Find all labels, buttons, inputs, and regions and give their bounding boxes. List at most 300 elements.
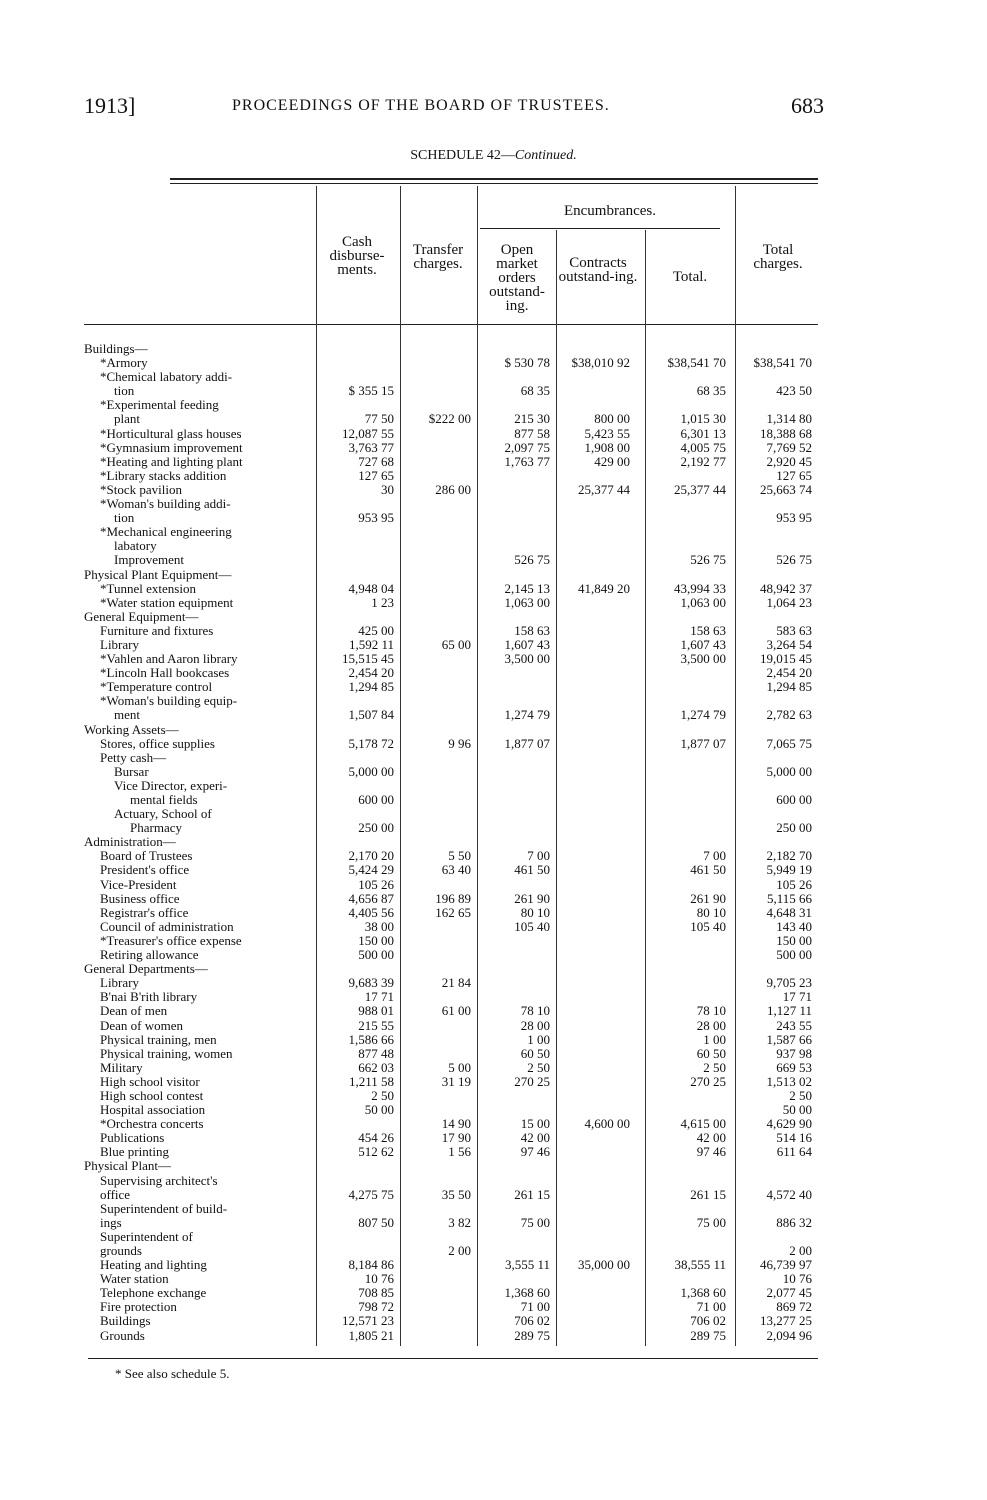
row-label: tion [114, 384, 135, 399]
cell-value: 4,005 75 [680, 439, 726, 455]
cell-value: 5,423 55 [584, 425, 630, 441]
cell-value: 15,515 45 [342, 651, 394, 667]
row-label: *Lincoln Hall bookcases [100, 666, 230, 681]
cell-value: 1,908 00 [584, 439, 630, 455]
cell-value: 1,805 21 [348, 1327, 394, 1343]
cell-value: 250 00 [358, 820, 394, 836]
cell-value: 953 95 [776, 510, 812, 526]
table-row [84, 1329, 824, 1343]
cell-value: 42 00 [520, 1130, 550, 1146]
table-row [84, 878, 824, 892]
cell-value: 65 00 [441, 636, 471, 652]
cell-value: 4,405 56 [348, 904, 394, 920]
table-row [84, 539, 824, 553]
cell-value: 12,087 55 [342, 425, 394, 441]
cell-value: 38 00 [364, 918, 394, 934]
row-label: Fire protection [100, 1300, 177, 1315]
cell-value: 526 75 [776, 552, 812, 568]
cell-value: 877 48 [358, 1045, 394, 1061]
table-row [84, 779, 824, 793]
cell-value: 886 32 [776, 1214, 812, 1230]
cell-value: 4,615 00 [680, 1116, 726, 1132]
cell-value: 461 50 [514, 862, 550, 878]
row-label: *Experimental feeding [100, 398, 219, 413]
table-row [84, 441, 824, 455]
row-label: *Heating and lighting plant [100, 454, 243, 469]
row-label: Physical Plant Equipment— [84, 567, 232, 582]
row-label: Superintendent of build- [100, 1201, 228, 1216]
cell-value: 4,275 75 [348, 1186, 394, 1202]
row-label: Heating and lighting [100, 1258, 207, 1273]
row-label: Grounds [100, 1328, 145, 1343]
cell-value: 2,145 13 [504, 580, 550, 596]
col-cash: Cash disburse-ments. [329, 234, 385, 278]
cell-value: 5,424 29 [348, 862, 394, 878]
row-label: Telephone exchange [100, 1286, 207, 1301]
cell-value: 2 00 [789, 1243, 812, 1258]
cell-value: 600 00 [358, 792, 394, 807]
cell-value: 429 00 [594, 453, 630, 469]
cell-value: 1,507 84 [348, 707, 394, 723]
row-label: President's office [100, 863, 190, 878]
cell-value: 261 90 [514, 890, 550, 906]
cell-value: 63 40 [441, 862, 471, 878]
cell-value: 75 00 [696, 1214, 726, 1230]
table-row [84, 483, 824, 497]
cell-value: 105 40 [514, 918, 550, 934]
cell-value: 4,656 87 [348, 890, 394, 906]
cell-value: 50 00 [782, 1102, 812, 1118]
cell-value: 31 19 [441, 1073, 471, 1089]
row-label: Actuary, School of [114, 807, 212, 822]
cell-value: 3,763 77 [348, 439, 394, 455]
row-label: Vice Director, experi- [114, 778, 228, 793]
header-title: PROCEEDINGS OF THE BOARD OF TRUSTEES. [232, 97, 610, 114]
cell-value: 261 15 [690, 1186, 726, 1202]
cell-value: 4,600 00 [584, 1116, 630, 1132]
cell-value: 953 95 [358, 510, 394, 526]
cell-value: 1,607 43 [680, 636, 726, 652]
cell-value: 1,063 00 [680, 594, 726, 610]
table-row [84, 920, 824, 934]
row-label: Dean of women [100, 1018, 184, 1033]
table-row [84, 610, 824, 624]
cell-value: 243 55 [776, 1017, 812, 1033]
cell-value: 706 02 [514, 1313, 550, 1329]
cell-value: 13,277 25 [760, 1313, 812, 1329]
row-label: Dean of men [100, 1004, 168, 1019]
table-row [84, 948, 824, 962]
cell-value: 80 10 [520, 904, 550, 920]
cell-value: 7,065 75 [766, 735, 812, 751]
col-open-market: Open market orders outstand-ing. [489, 242, 545, 314]
schedule-continued: Continued. [514, 148, 577, 163]
cell-value: 50 00 [364, 1102, 394, 1118]
cell-value: 71 00 [520, 1299, 550, 1315]
cell-value: 261 15 [514, 1186, 550, 1202]
cell-value: 5,000 00 [766, 763, 812, 779]
cell-value: 150 00 [358, 932, 394, 948]
table-row [84, 497, 824, 511]
encumbrances-heading: Encumbrances. [563, 203, 657, 219]
cell-value: 75 00 [520, 1214, 550, 1230]
table-row [84, 1314, 824, 1328]
schedule-table-body [84, 342, 824, 1343]
table-row [84, 1033, 824, 1047]
row-label: *Tunnel extension [100, 581, 196, 596]
cell-value: 1,877 07 [680, 735, 726, 751]
cell-value: 869 72 [776, 1299, 812, 1315]
cell-value: 425 00 [358, 622, 394, 638]
cell-value: 3,264 54 [766, 636, 812, 652]
table-row [84, 1244, 824, 1258]
row-label: Improvement [114, 553, 185, 568]
footnote: * See also schedule 5. [115, 1366, 230, 1381]
cell-value: 15 00 [520, 1116, 550, 1132]
row-label: *Woman's building equip- [100, 694, 238, 709]
cell-value: 43,994 33 [674, 580, 726, 596]
cell-value: 158 63 [514, 622, 550, 638]
col-transfer: Transfer charges. [412, 242, 464, 272]
cell-value: 78 10 [520, 1003, 550, 1019]
row-label: *Water station equipment [100, 595, 234, 610]
row-label: Bursar [114, 764, 149, 779]
cell-value: 68 35 [520, 383, 550, 399]
table-row [84, 1188, 824, 1202]
cell-value: 127 65 [358, 467, 394, 483]
header-bottom-rule [84, 324, 818, 325]
table-row [84, 976, 824, 990]
cell-value: 1,763 77 [504, 453, 550, 469]
cell-value: 461 50 [690, 862, 726, 878]
cell-value: 1,368 60 [680, 1285, 726, 1301]
row-label: Working Assets— [84, 722, 179, 737]
cell-value: 798 72 [358, 1299, 394, 1315]
table-row [84, 793, 824, 807]
cell-value: 10 76 [364, 1271, 394, 1287]
table-row [84, 723, 824, 737]
cell-value: 2 00 [448, 1243, 471, 1258]
row-label: Business office [100, 891, 180, 906]
cell-value: 215 55 [358, 1017, 394, 1033]
row-label: *Treasurer's office expense [100, 933, 242, 948]
table-row [84, 1117, 824, 1131]
cell-value: 17 71 [364, 989, 394, 1005]
cell-value: 807 50 [358, 1214, 394, 1230]
table-row [84, 1075, 824, 1089]
row-label: Vice-President [100, 877, 177, 892]
cell-value: 28 00 [696, 1017, 726, 1033]
cell-value: 500 00 [358, 947, 394, 963]
cell-value: 143 40 [776, 918, 812, 934]
table-row [84, 342, 824, 356]
cell-value: 196 89 [435, 890, 471, 906]
row-label: Hospital association [100, 1103, 206, 1118]
cell-value: 150 00 [776, 932, 812, 948]
row-label: Library [100, 976, 139, 991]
cell-value: 5,115 66 [766, 890, 812, 906]
cell-value: 1,877 07 [504, 735, 550, 751]
cell-value: 35 50 [441, 1186, 471, 1202]
cell-value: 1 56 [448, 1144, 471, 1160]
cell-value: $38,541 70 [667, 355, 726, 371]
cell-value: 38,555 11 [674, 1257, 726, 1273]
row-label: Pharmacy [130, 821, 182, 836]
cell-value: 2,094 96 [766, 1327, 812, 1343]
table-row [84, 863, 824, 877]
table-row [84, 1230, 824, 1244]
row-label: tion [114, 511, 135, 526]
cell-value: 60 50 [520, 1045, 550, 1061]
row-label: Administration— [84, 835, 176, 850]
cell-value: 77 50 [364, 411, 394, 427]
top-rule-thick [170, 178, 818, 180]
row-label: Water station [100, 1272, 169, 1287]
table-row [84, 398, 824, 412]
cell-value: 158 63 [690, 622, 726, 638]
col-enc-total: Total. [672, 269, 708, 285]
table-row [84, 1286, 824, 1300]
row-label: *Vahlen and Aaron library [100, 652, 238, 667]
cell-value: 9,705 23 [766, 975, 812, 991]
cell-value: 28 00 [520, 1017, 550, 1033]
cell-value: 727 68 [358, 453, 394, 469]
row-label: *Armory [100, 356, 148, 371]
cell-value: 1,587 66 [766, 1031, 812, 1047]
table-row [84, 370, 824, 384]
cell-value: 289 75 [690, 1327, 726, 1343]
row-label: grounds [100, 1244, 142, 1258]
cell-value: 2,097 75 [504, 439, 550, 455]
cell-value: 2,170 20 [348, 848, 394, 864]
schedule-label: SCHEDULE 42— [410, 148, 515, 163]
cell-value: 2,454 20 [766, 665, 812, 681]
cell-value: 706 02 [690, 1313, 726, 1329]
table-row [84, 525, 824, 539]
cell-value: 1 23 [371, 594, 394, 610]
table-row [84, 849, 824, 863]
cell-value: 1,294 85 [766, 679, 812, 695]
table-row [84, 962, 824, 976]
row-label: *Horticultural glass houses [100, 426, 242, 441]
table-row [84, 1047, 824, 1061]
table-row [84, 356, 824, 370]
cell-value: 97 46 [696, 1144, 726, 1160]
cell-value: 526 75 [690, 552, 726, 568]
table-row [84, 835, 824, 849]
cell-value: 80 10 [696, 904, 726, 920]
table-row [84, 680, 824, 694]
table-row [84, 624, 824, 638]
cell-value: 250 00 [776, 820, 812, 836]
table-row [84, 652, 824, 666]
cell-value: 2,192 77 [680, 453, 726, 469]
cell-value: 1,607 43 [504, 636, 550, 652]
row-label: Board of Trustees [100, 849, 193, 864]
table-row [84, 1258, 824, 1272]
cell-value: 7 00 [703, 848, 726, 864]
cell-value: 1,274 79 [504, 707, 550, 723]
row-label: Blue printing [100, 1145, 169, 1160]
cell-value: 3,500 00 [680, 651, 726, 667]
cell-value: 1,368 60 [504, 1285, 550, 1301]
cell-value: 3,500 00 [504, 651, 550, 667]
cell-value: 454 26 [358, 1130, 394, 1146]
table-row [84, 596, 824, 610]
cell-value: 1,274 79 [680, 707, 726, 723]
row-label: Library [100, 637, 139, 652]
encumbrances-rule [480, 228, 720, 229]
cell-value: 5,949 19 [766, 862, 812, 878]
cell-value: 1,015 30 [680, 411, 726, 427]
cell-value: 8,184 86 [348, 1257, 394, 1273]
table-row [84, 990, 824, 1004]
table-row [84, 1202, 824, 1216]
row-label: Retiring allowance [100, 948, 199, 963]
cell-value: 7,769 52 [766, 439, 812, 455]
cell-value: 1,294 85 [348, 679, 394, 695]
row-label: High school contest [100, 1088, 204, 1103]
footnote-rule [88, 1358, 818, 1359]
cell-value: 25,377 44 [578, 481, 630, 497]
row-label: plant [114, 412, 140, 427]
row-label: labatory [114, 539, 157, 554]
table-row [84, 1089, 824, 1103]
cell-value: 708 85 [358, 1285, 394, 1301]
cell-value: 2 50 [527, 1059, 550, 1075]
cell-value: 35,000 00 [578, 1257, 630, 1273]
table-row [84, 934, 824, 948]
row-label: Physical training, men [100, 1032, 217, 1047]
row-label: Physical Plant— [84, 1159, 172, 1174]
cell-value: 17 71 [782, 989, 812, 1005]
cell-value: 1,513 02 [766, 1073, 812, 1089]
cell-value: 988 01 [358, 1003, 394, 1019]
row-label: Furniture and fixtures [100, 623, 214, 638]
cell-value: 669 53 [776, 1059, 812, 1075]
cell-value: 2 50 [703, 1059, 726, 1075]
cell-value: 3 82 [448, 1214, 471, 1230]
table-row [84, 427, 824, 441]
cell-value: 1,127 11 [766, 1003, 812, 1019]
row-label: Military [100, 1060, 143, 1075]
row-label: *Chemical labatory addi- [100, 370, 233, 385]
table-row [84, 694, 824, 708]
running-header [84, 93, 824, 123]
row-label: office [100, 1187, 131, 1202]
cell-value: 14 90 [441, 1116, 471, 1132]
table-row [84, 455, 824, 469]
cell-value: 25,377 44 [674, 481, 726, 497]
table-row [84, 807, 824, 821]
cell-value: 78 10 [696, 1003, 726, 1019]
row-label: Buildings— [84, 342, 148, 356]
col-contracts: Contracts outstand-ing. [558, 255, 638, 285]
table-row [84, 511, 824, 525]
table-row [84, 1145, 824, 1159]
row-label: Stores, office supplies [100, 736, 215, 751]
row-label: Registrar's office [100, 905, 189, 920]
cell-value: 18,388 68 [760, 425, 812, 441]
cell-value: 5 50 [448, 848, 471, 864]
table-row [84, 1004, 824, 1018]
cell-value: 286 00 [435, 481, 471, 497]
cell-value: 48,942 37 [760, 580, 812, 596]
row-label: B'nai B'rith library [100, 990, 198, 1005]
cell-value: 30 [381, 481, 394, 497]
cell-value: 2,920 45 [766, 453, 812, 469]
cell-value: 1 00 [703, 1031, 726, 1047]
row-label: General Equipment— [84, 609, 199, 624]
cell-value: 583 63 [776, 622, 812, 638]
cell-value: 1,586 66 [348, 1031, 394, 1047]
cell-value: 270 25 [514, 1073, 550, 1089]
table-row [84, 1300, 824, 1314]
cell-value: 162 65 [435, 904, 471, 920]
table-row [84, 553, 824, 567]
cell-value: 19,015 45 [760, 651, 812, 667]
cell-value: 2 50 [371, 1087, 394, 1103]
cell-value: 17 90 [441, 1130, 471, 1146]
cell-value: 2 50 [789, 1087, 812, 1103]
row-label: High school visitor [100, 1074, 200, 1089]
row-label: Supervising architect's [100, 1173, 218, 1188]
cell-value: 3,555 11 [504, 1257, 550, 1273]
cell-value: $38,541 70 [753, 355, 812, 371]
cell-value: 46,739 97 [760, 1257, 812, 1273]
cell-value: 662 03 [358, 1059, 394, 1075]
cell-value: 611 64 [776, 1144, 812, 1160]
cell-value: 60 50 [696, 1045, 726, 1061]
cell-value: 2,454 20 [348, 665, 394, 681]
cell-value: 105 26 [776, 876, 812, 892]
cell-value: 4,629 90 [766, 1116, 812, 1132]
cell-value: 423 50 [776, 383, 812, 399]
row-label: *Gymnasium improvement [100, 440, 243, 455]
table-row [84, 582, 824, 596]
cell-value: 6,301 13 [680, 425, 726, 441]
row-label: Publications [100, 1131, 165, 1146]
cell-value: 105 26 [358, 876, 394, 892]
cell-value: 500 00 [776, 947, 812, 963]
cell-value: 127 65 [776, 467, 812, 483]
cell-value: 877 58 [514, 425, 550, 441]
cell-value: 4,572 40 [766, 1186, 812, 1202]
header-year: 1913] [84, 93, 136, 118]
table-row [84, 1061, 824, 1075]
cell-value: 270 25 [690, 1073, 726, 1089]
cell-value: 5 00 [448, 1059, 471, 1075]
cell-value: 5,178 72 [348, 735, 394, 751]
table-row [84, 1131, 824, 1145]
row-label: Council of administration [100, 919, 234, 934]
cell-value: 42 00 [696, 1130, 726, 1146]
table-row [84, 638, 824, 652]
table-row [84, 737, 824, 751]
cell-value: 61 00 [441, 1003, 471, 1019]
schedule-title [0, 148, 987, 164]
table-row [84, 412, 824, 426]
cell-value: 800 00 [594, 411, 630, 427]
row-label: Buildings [100, 1314, 151, 1329]
row-label: *Stock pavilion [100, 482, 182, 497]
table-row [84, 666, 824, 680]
row-label: General Departments— [84, 962, 208, 977]
cell-value: 1,314 80 [766, 411, 812, 427]
table-row [84, 765, 824, 779]
row-label: *Library stacks addition [100, 468, 227, 483]
cell-value: 289 75 [514, 1327, 550, 1343]
